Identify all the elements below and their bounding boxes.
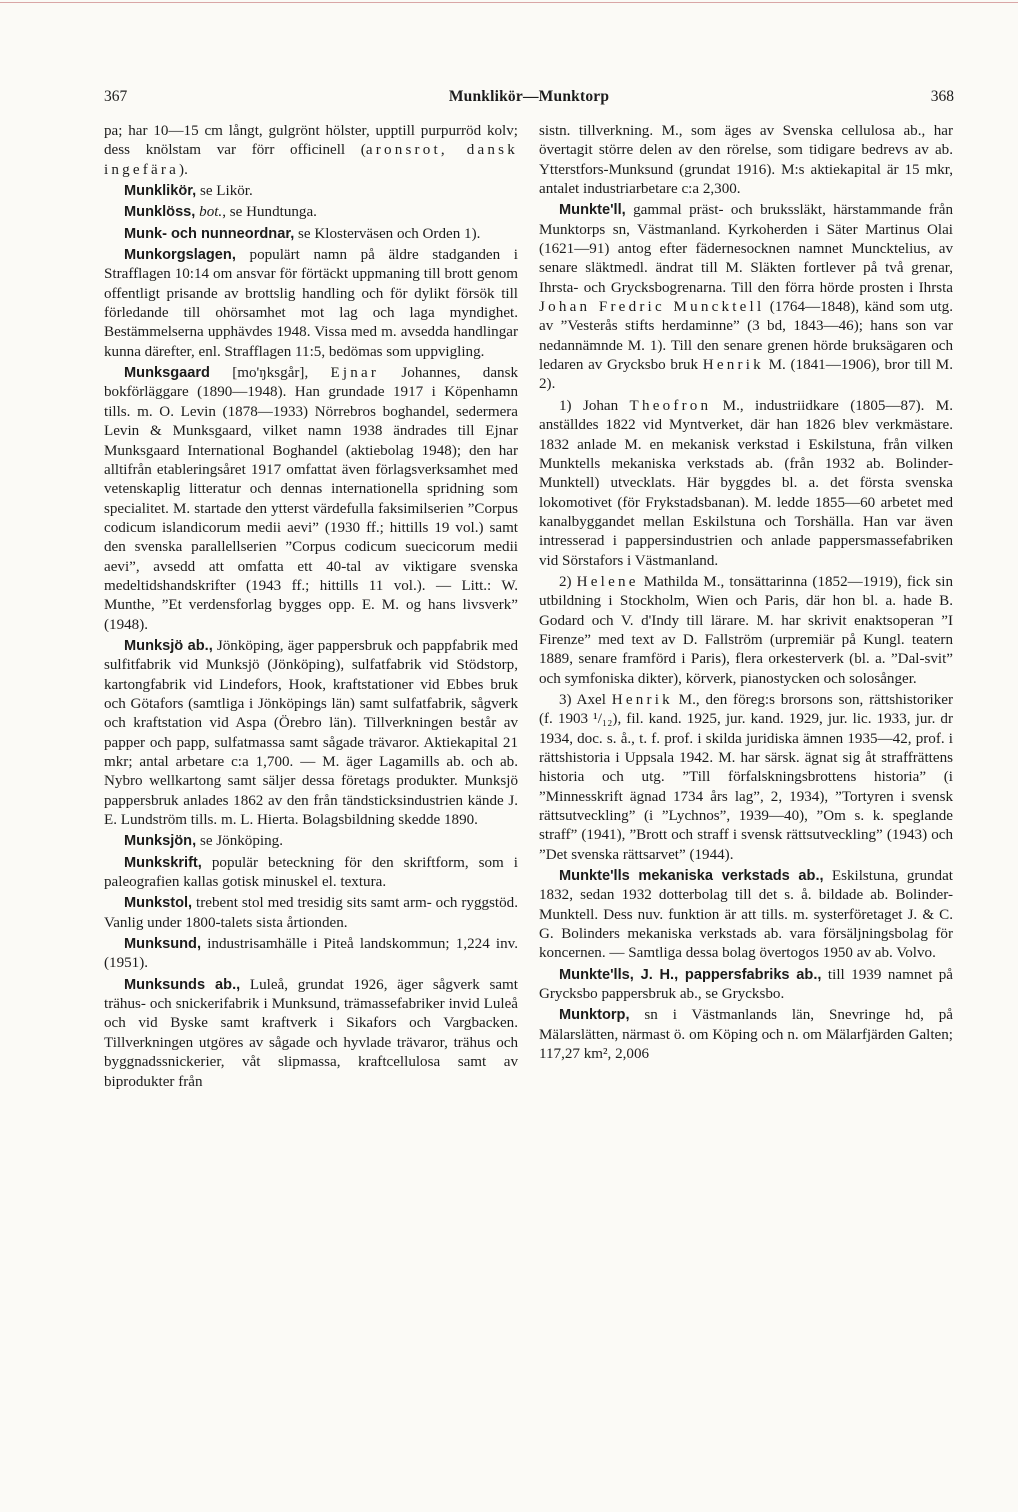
- headword: Munkstol,: [124, 895, 193, 912]
- entry-munkloss: Munklöss, bot., se Hundtunga.: [124, 204, 317, 221]
- headword: Munkte'lls, J. H., pappersfabriks ab.,: [559, 966, 822, 983]
- entry-munksjon: Munksjön, se Jönköping.: [124, 833, 283, 850]
- running-title: Munklikör—Munktorp: [448, 88, 610, 105]
- entry-munksund: Munksund, industrisamhälle i Piteå landskommun; 1,224 inv. (1951).: [104, 936, 518, 972]
- entry-munksjo-ab: Munksjö ab., Jönköping, äger pappersbruk och pappfabrik med sulfitfabrik vid Munksjö (Jönköping), sulfatfabrik vid Stödstorp, kartongfabrik vid Lindefors, Hook, kraftstationer vid Ebbes bruk och Götafors (samtliga i Jönköpings län) samt sulfatfabrik, sågverk och kraftstation vid Aspa (Örebro län). Tillverkningen består av papper och papp, sulfatmassa samt sågade trävaror. Aktiekapital 21 mkr; antal arbetare c:a 1,700. — M. äger Lagamills ab. och ab. Nybro wellkartong samt säljer dessa företags produkter. Munksjö pappersbruk anlades 1862 av den från tändsticksindustrien kände J. E. Lundström tills. m. L. Hierta. Bolagsbildning skedde 1890.: [104, 637, 518, 829]
- entry-munktells-pappersfabriks-ab: Munkte'lls, J. H., pappersfabriks ab., till 1939 namnet på Grycksbo pappersbruk ab., se Grycksbo.: [539, 966, 953, 1003]
- entry-munktells-mekaniska-verkstads-ab: Munkte'lls mekaniska verkstads ab., Eskilstuna, grundat 1832, sedan 1932 dotterbolag till det s. å. bildade ab. Bolinder-Munktell. Dess nuv. funktion är att tills. m. systerföretaget J. & C. G. Bolinders mekaniska verkstads ab. vara försäljningsbolag för koncernen. — Samtliga dessa bolag övertogos 1950 av ab. Volvo.: [539, 868, 953, 962]
- entry-munksunds-ab-continued: sistn. tillverkning. M., som äges av Svenska cellulosa ab., har övertagit större delen av den rörelse, som tidigare bedrevs av ab. Ytterstfors-Munksund (grundat 1916). M:s aktiekapital är 15 mkr, antalet industriarbetare c:a 2,300.: [539, 123, 953, 198]
- entry-munklikor: Munklikör, se Likör.: [124, 183, 253, 200]
- page-number-left: 367: [104, 88, 128, 105]
- entry-munktell: Munkte'll, gammal präst- och brukssläkt, härstammande från Munktorps sn, Västmanland. Kyrkoherden i Säter Martinus Olai (1621—91) antog efter fädernesocknen namnet Muncktelius, av senare släktmedl. ändrat till M. Släkten fortlever på två grenar, Ihrsta- och Grycksbogrenarna. Till den förra hörde prosten i Ihrsta Johan Fredric Muncktell (1764—1848), känd som utg. av ”Vesterås stifts herdaminne” (3 bd, 1843—46); hans son var nedannämnde M. 1). Till den senare grenen hörde bruksägaren och ledaren av Grycksbo bruk Henrik M. (1841—1906), bror till M. 2).: [539, 202, 953, 393]
- headword: Munklöss,: [124, 204, 196, 221]
- page-number-right: 368: [930, 88, 954, 105]
- headword: Munklikör,: [124, 183, 197, 200]
- entry-munk-och-nunneordnar: Munk- och nunneordnar, se Klosterväsen och Orden 1).: [124, 225, 481, 242]
- page-header: [104, 88, 954, 112]
- headword: Munkte'll,: [559, 202, 626, 219]
- headword: Munksund,: [124, 936, 202, 953]
- headword: Munkskrift,: [124, 854, 202, 871]
- headword: Munktorp,: [559, 1007, 630, 1024]
- headword: Munksjön,: [124, 833, 197, 850]
- headword: Munk- och nunneordnar,: [124, 225, 295, 242]
- headword: Munksgaard: [124, 365, 210, 382]
- headword: Munkte'lls mekaniska verkstads ab.,: [559, 868, 824, 885]
- headword: Munksunds ab.,: [124, 976, 241, 993]
- entry-munktell-2: 2) Helene Mathilda M., tonsättarinna (1852—1919), fick sin utbildning i Stockholm, Wien och Paris, där hon bl. a. hade B. Godard och V. d'Indy till lärare. M. har skrivit enaktsoperan ”I Firenze” med text av D. Fallström (urpremiär på Kungl. teatern 1889, senare framförd i Paris), flera orkesterverk (bl. a. ”Dal-svit” och symfoniska dikter), körverk, pianostycken och solosånger.: [539, 573, 953, 687]
- right-column: [539, 122, 953, 1067]
- entry-munktell-3: 3) Axel Henrik M., den föreg:s brorsons son, rättshistoriker (f. 1903 ¹/₁₂), fil. kand. 1925, jur. kand. 1929, jur. lic. 1933, jur. dr 1934, doc. s. å., t. f. prof. i skilda juridiska ämnen 1935—42, prof. i rättshistoria i Uppsala 1942. M. har särsk. ägnat sig åt straffrättens historia och utg. ”Till förfalskningsbrottens historia” (i ”Minnesskrift ägnad 1734 års lag”, 2, 1934), ”Tortyren i svensk rättsutveckling” (i ”Lychnos”, 1939—40), ”Om s. k. speglande straff” (1941), ”Brott och straff i svensk rättsutveckling” (1943) och ”Det svenska rättsarvet” (1944).: [539, 691, 953, 863]
- top-rule: [0, 2, 1018, 3]
- left-column: [104, 122, 518, 1094]
- headword: Munkorgslagen,: [124, 247, 236, 264]
- entry-munkskrift: Munkskrift, populär beteckning för den skriftform, som i paleografien kallas gotisk minuskel el. textura.: [104, 854, 518, 891]
- headword: Munksjö ab.,: [124, 637, 213, 654]
- entry-munktorp: Munktorp, sn i Västmanlands län, Snevringe hd, på Mälarslätten, närmast ö. om Köping och n. om Mälarfjärden Galten; 117,27 km², 2,006: [539, 1007, 953, 1063]
- entry-munktell-1: 1) Johan Theofron M., industriidkare (1805—87). M. anställdes 1822 vid Myntverket, där han 1826 blev verkmästare. 1832 anlade M. en mekanisk verkstad i Eskilstuna, från vilken Munktells mekaniska verkstads ab. (från 1932 ab. Bolinder-Munktell) utvecklats. Här byggdes bl. a. det första svenska lokomotivet (för Frykstadsbanan). M. ledde 1855—60 arbetet med kanalbyggandet mellan Eskilstuna och Torshälla. Han var även intresserad i pappersindustrien och anlade pappersmassefabriken vid Sörstafors i Västmanland.: [539, 397, 953, 569]
- entry-munksgaard: Munksgaard [mo'ŋksgår], Ejnar Johannes, dansk bokförläggare (1890—1948). Han grundade 1917 i Köpenhamn tills. m. O. Levin (1878—1933) Nörrebros boghandel, sedermera Levin & Munksgaard, vilket namn 1938 ändrades till Ejnar Munksgaard International Boghandel (aktiebolag 1948); den har alltifrån etableringsåret 1917 omfattat även förlagsverksamhet med vetenskaplig litteratur och dennas internationella spridning som specialitet. M. startade den ytterst värdefulla faksimilserien ”Corpus codicum islandicorum medii aevi” (1930 ff.; hittills 19 vol.) samt den svenska parallellserien ”Corpus codicum suecicorum medii aevi”, avsedd att omfatta ett 40-tal av viktigare svenska medeltidshandskrifter (1943 ff.; hittills 11 vol.). — Litt.: W. Munthe, ”Et verdensforlag bygges opp. E. M. og hans livsverk” (1948).: [104, 365, 518, 633]
- entry-munkstol: Munkstol, trebent stol med tresidig sits samt arm- och ryggstöd. Vanlig under 1800-talets sista årtionden.: [104, 895, 518, 931]
- entry-munkorgslagen: Munkorgslagen, populärt namn på äldre stadganden i Strafflagen 10:14 om ansvar för förtäckt uppmaning till brott genom offentligt prisande av brottslig handling och för dylikt försök till förledande till ohörsamhet mot lag och laga myndighet. Bestämmelserna upphävdes 1948. Vissa med m. avsedda handlingar kunna därefter, enl. Strafflagen 11:5, bedömas som uppvigling.: [104, 247, 518, 360]
- entry-munksunds-ab: Munksunds ab., Luleå, grundat 1926, äger sågverk samt trähus- och snickerifabrik i Munksund, trämassefabriker invid Luleå och vid Byske samt kraftverk i Sikafors och Vargbacken. Tillverkningen utgöres av sågade och hyvlade trävaror, trähus och byggnadssnickerier, våt slipmassa, kraftcellulosa samt av biprodukter från: [104, 976, 518, 1090]
- entry-munkhatta-continued: pa; har 10—15 cm långt, gulgrönt hölster, upptill purpurröd kolv; dess knölstam var förr officinell (aronsrot, dansk ingefära).: [104, 123, 518, 178]
